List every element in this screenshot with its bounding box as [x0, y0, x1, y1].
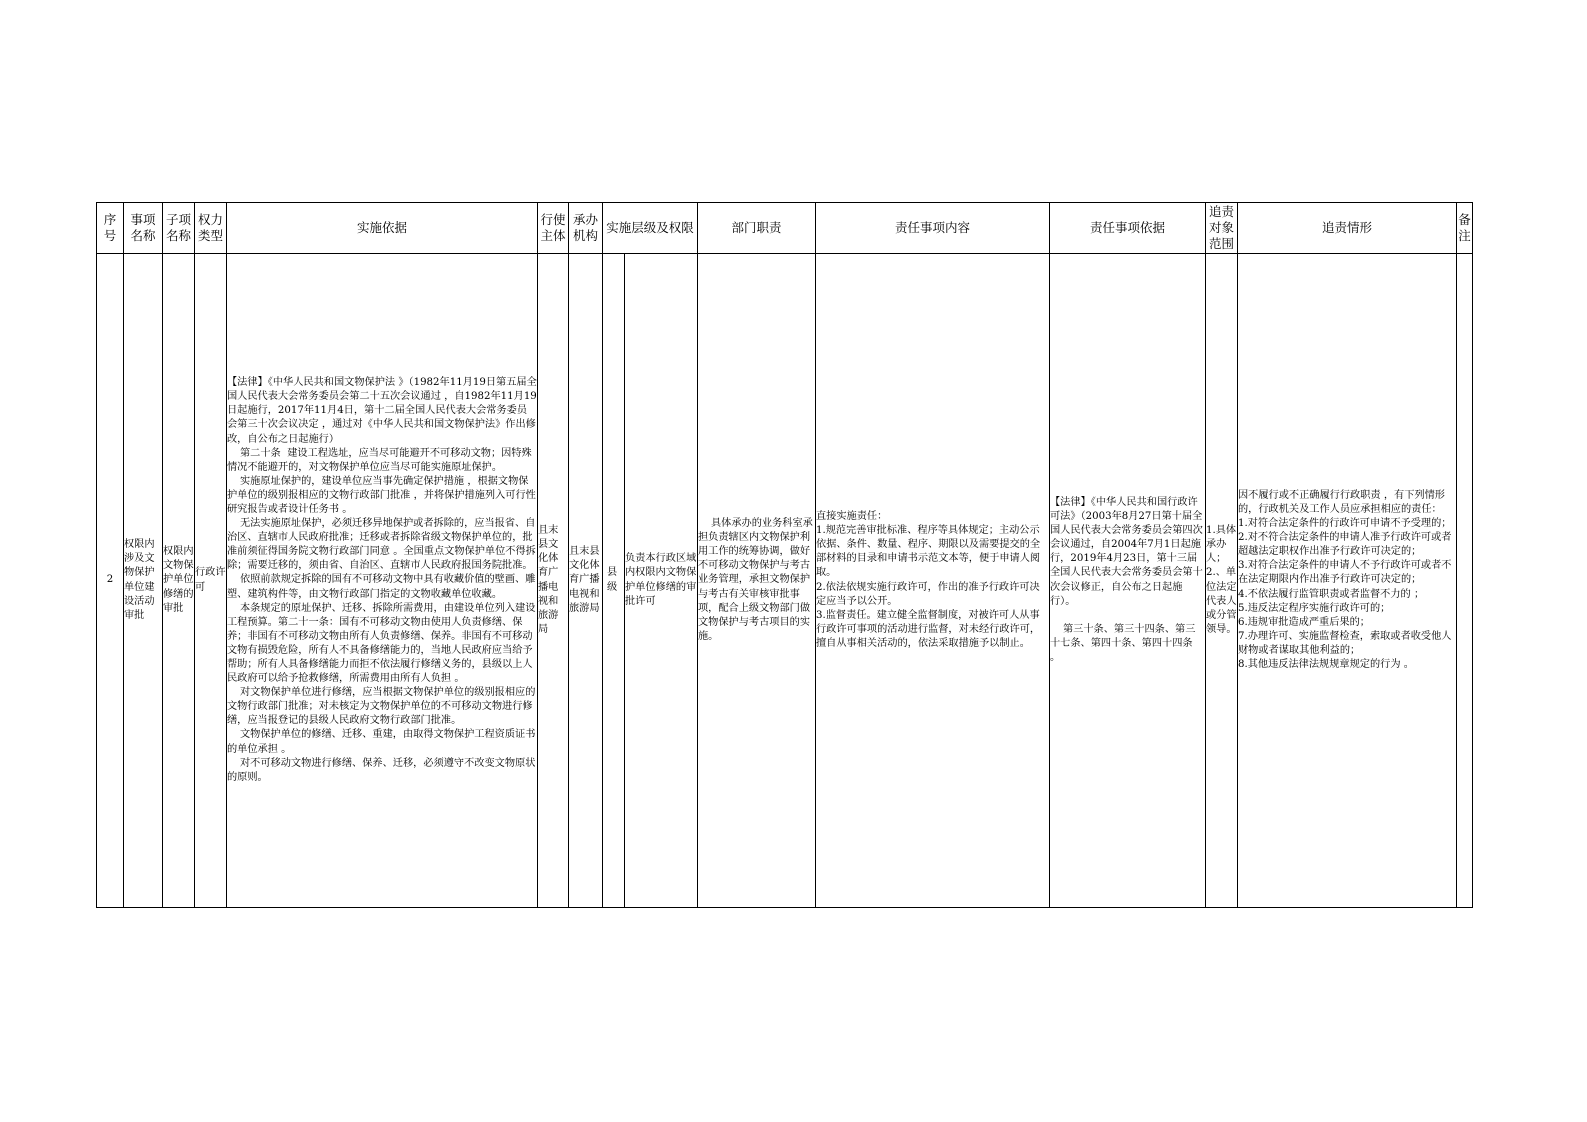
header-duty: 部门职责: [698, 203, 816, 254]
cell-resp-basis: 【法律】《中华人民共和国行政许可法》（2003年8月27日第十届全国人民代表大会常务委员会第四次会议通过，自2004年7月1日起施行，2019年4月23日，第十三届全国人民代表大会常务委员会第十次会议修正，自公布之日起施行）。 第三十条、第三十四条、第三十七条、第四十条、第四十四条 。: [1050, 254, 1206, 908]
header-level: 实施层级及权限: [603, 203, 698, 254]
cell-remark: [1457, 254, 1473, 908]
cell-level-b: 负责本行政区域内权限内文物保护单位修缮的审批许可: [625, 254, 698, 908]
header-target: 追责对象范围: [1206, 203, 1238, 254]
header-resp-basis: 责任事项依据: [1050, 203, 1206, 254]
cell-sub-item: 权限内文物保护单位修缮的审批: [163, 254, 195, 908]
header-remark: 备注: [1457, 203, 1473, 254]
cell-cases: 因不履行或不正确履行行政职责 ，有下列情形的，行政机关及工作人员应承担相应的责任： 1.对符合法定条件的行政许可申请不予受理的； 2.对不符合法定条件的申请人准予行政许可或者超越法定职权作出准予行政许可决定的； 3.对符合法定条件的申请人不予行政许可或者不在法定期限内作出准予行政许可决定的； 4.不依法履行监管职责或者监督不力的 ； 5.违反法定程序实施行政许可的； 6.违规审批造成严重后果的； 7.办理许可、实施监督检查，索取或者收受他人财物或者谋取其他利益的； 8.其他违反法律法规规章规定的行为 。: [1238, 254, 1457, 908]
cell-duty: 具体承办的业务科室承担负责辖区内文物保护利用工作的统筹协调，做好不可移动文物保护与考古业务管理，承担文物保护与考古有关审核审批事项，配合上级文物部门做文物保护与考古项目的实施。: [698, 254, 816, 908]
cell-seq: 2: [97, 254, 124, 908]
cell-power-type: 行政许可: [195, 254, 227, 908]
responsibility-table: [96, 202, 1473, 908]
header-subject: 行使主体: [538, 203, 569, 254]
header-seq: 序号: [97, 203, 124, 254]
cell-target: 1.具体承办人；2.、单位法定代表人或分管领导。: [1206, 254, 1238, 908]
header-power-type: 权力类型: [195, 203, 227, 254]
cell-resp-content: 直接实施责任： 1.规范完善审批标准、程序等具体规定；主动公示依据、条件、数量、程序、期限以及需要提交的全部材料的目录和申请书示范文本等，便于申请人阅取。 2.依法依规实施行政许可，作出的准予行政许可决定应当予以公开。 3.监督责任。建立健全监督制度，对被许可人从事行政许可事项的活动进行监督，对未经行政许可，擅自从事相关活动的，依法采取措施予以制止。: [816, 254, 1050, 908]
cell-item-name: 权限内涉及文物保护单位建设活动审批: [124, 254, 163, 908]
cell-agency: 且末县文化体育广播电视和旅游局: [569, 254, 603, 908]
header-sub-item: 子项名称: [163, 203, 195, 254]
header-basis: 实施依据: [227, 203, 538, 254]
header-resp-content: 责任事项内容: [816, 203, 1050, 254]
header-cases: 追责情形: [1238, 203, 1457, 254]
header-row: [97, 203, 1473, 254]
header-item-name: 事项名称: [124, 203, 163, 254]
cell-subject: 且末县文化体育广播电视和旅游局: [538, 254, 569, 908]
cell-basis: 【法律】《中华人民共和国文物保护法 》（1982年11月19日第五届全国人民代表大会常务委员会第二十五次会议通过 ，自1982年11月19日起施行，2017年11月4日，第十二届全国人民代表大会常务委员会第三十次会议决定 ，通过对《中华人民共和国文物保护法》作出修改，自公布之日起施行） 第二十条 建设工程选址，应当尽可能避开不可移动文物；因特殊情况不能避开的，对文物保护单位应当尽可能实施原址保护。 实施原址保护的，建设单位应当事先确定保护措施 ，根据文物保护单位的级别报相应的文物行政部门批准 ，并将保护措施列入可行性研究报告或者设计任务书 。 无法实施原址保护，必须迁移异地保护或者拆除的，应当报省、自治区、直辖市人民政府批准；迁移或者拆除省级文物保护单位的，批准前须征得国务院文物行政部门同意 。全国重点文物保护单位不得拆除；需要迁移的，须由省、自治区、直辖市人民政府报国务院批准。 依照前款规定拆除的国有不可移动文物中具有收藏价值的壁画、雕塑、建筑构件等，由文物行政部门指定的文物收藏单位收藏。 本条规定的原址保护、迁移、拆除所需费用，由建设单位列入建设工程预算。第二十一条：国有不可移动文物由使用人负责修缮、保养；非国有不可移动文物由所有人负责修缮、保养。非国有不可移动文物有损毁危险，所有人不具备修缮能力的，当地人民政府应当给予帮助；所有人具备修缮能力而拒不依法履行修缮义务的，县级以上人民政府可以给予抢救修缮，所需费用由所有人负担 。 对文物保护单位进行修缮，应当根据文物保护单位的级别报相应的文物行政部门批准；对未核定为文物保护单位的不可移动文物进行修缮，应当报登记的县级人民政府文物行政部门批准。 文物保护单位的修缮、迁移、重建，由取得文物保护工程资质证书的单位承担 。 对不可移动文物进行修缮、保养、迁移，必须遵守不改变文物原状的原则。: [227, 254, 538, 908]
header-agency: 承办机构: [569, 203, 603, 254]
cell-level-a: 县级: [603, 254, 625, 908]
table-row: [97, 254, 1473, 908]
